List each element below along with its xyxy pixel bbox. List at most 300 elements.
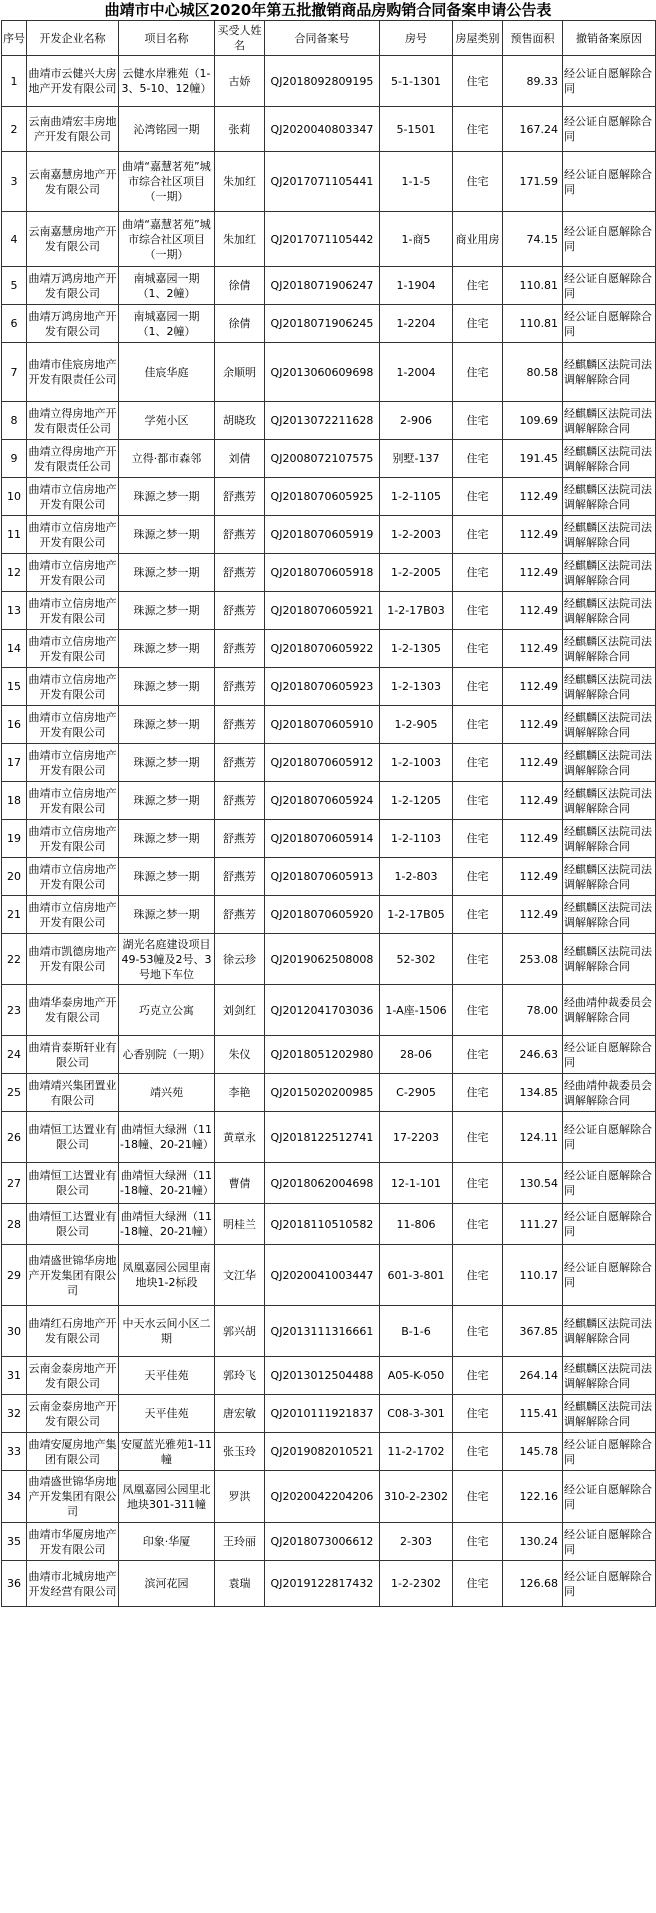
cell-index: 16 [2, 706, 27, 744]
cell-area: 126.68 [503, 1561, 563, 1607]
cell-room-no: 1-2-1303 [380, 668, 453, 706]
cell-area: 167.24 [503, 107, 563, 152]
cell-buyer: 郭玲飞 [215, 1357, 265, 1395]
cell-room-no: 5-1501 [380, 107, 453, 152]
cell-house-type: 住宅 [453, 820, 503, 858]
cell-developer: 曲靖立得房地产开发有限责任公司 [27, 402, 119, 440]
cell-area: 111.27 [503, 1204, 563, 1245]
cell-contract-no: QJ2018062004698 [265, 1163, 380, 1204]
cell-area: 264.14 [503, 1357, 563, 1395]
cell-house-type: 住宅 [453, 1357, 503, 1395]
cell-house-type: 住宅 [453, 1036, 503, 1074]
cell-index: 26 [2, 1112, 27, 1163]
cell-buyer: 袁瑞 [215, 1561, 265, 1607]
cell-index: 11 [2, 516, 27, 554]
cell-room-no: C08-3-301 [380, 1395, 453, 1433]
cell-developer: 曲靖恒工达置业有限公司 [27, 1204, 119, 1245]
table-row [2, 592, 656, 630]
cell-project: 曲靖恒大绿洲（11-18幢、20-21幢） [119, 1112, 215, 1163]
cell-house-type: 住宅 [453, 478, 503, 516]
cell-room-no: 52-302 [380, 934, 453, 985]
cell-index: 6 [2, 305, 27, 343]
cell-developer: 曲靖盛世锦华房地产开发集团有限公司 [27, 1471, 119, 1523]
cell-contract-no: QJ2018073006612 [265, 1523, 380, 1561]
cell-buyer: 舒燕芳 [215, 668, 265, 706]
cell-reason: 经麒麟区法院司法调解解除合同 [563, 630, 656, 668]
cell-index: 15 [2, 668, 27, 706]
cell-area: 112.49 [503, 668, 563, 706]
cell-room-no: 1-2-1205 [380, 782, 453, 820]
cell-buyer: 舒燕芳 [215, 554, 265, 592]
cell-project: 湖光名庭建设项目49-53幢及2号、3号地下车位 [119, 934, 215, 985]
cell-reason: 经麒麟区法院司法调解解除合同 [563, 1357, 656, 1395]
cell-room-no: 5-1-1301 [380, 56, 453, 107]
cell-project: 珠源之梦一期 [119, 858, 215, 896]
cell-project: 南城嘉园一期（1、2幢） [119, 305, 215, 343]
cell-project: 印象·华厦 [119, 1523, 215, 1561]
cell-area: 74.15 [503, 212, 563, 267]
cell-room-no: 1-2204 [380, 305, 453, 343]
cell-room-no: 12-1-101 [380, 1163, 453, 1204]
cell-developer: 曲靖市华厦房地产开发有限公司 [27, 1523, 119, 1561]
cell-contract-no: QJ2018122512741 [265, 1112, 380, 1163]
cell-index: 1 [2, 56, 27, 107]
cell-developer: 曲靖市立信房地产开发有限公司 [27, 782, 119, 820]
cell-room-no: 1-2-2003 [380, 516, 453, 554]
table-row [2, 896, 656, 934]
cell-house-type: 住宅 [453, 1245, 503, 1306]
cell-project: 珠源之梦一期 [119, 516, 215, 554]
cell-index: 19 [2, 820, 27, 858]
table-row [2, 1357, 656, 1395]
cell-area: 145.78 [503, 1433, 563, 1471]
cell-developer: 曲靖安厦房地产集团有限公司 [27, 1433, 119, 1471]
table-row [2, 744, 656, 782]
cell-index: 31 [2, 1357, 27, 1395]
cell-contract-no: QJ2018071906247 [265, 267, 380, 305]
cell-contract-no: QJ2018070605921 [265, 592, 380, 630]
cell-reason: 经公证自愿解除合同 [563, 1036, 656, 1074]
cell-room-no: C-2905 [380, 1074, 453, 1112]
cell-developer: 曲靖市立信房地产开发有限公司 [27, 630, 119, 668]
cell-house-type: 住宅 [453, 305, 503, 343]
table-row [2, 1245, 656, 1306]
cell-house-type: 住宅 [453, 858, 503, 896]
cell-reason: 经麒麟区法院司法调解解除合同 [563, 478, 656, 516]
cell-buyer: 胡晓玫 [215, 402, 265, 440]
cell-project: 巧克立公寓 [119, 985, 215, 1036]
cell-house-type: 住宅 [453, 440, 503, 478]
cell-area: 253.08 [503, 934, 563, 985]
cell-project: 曲靖恒大绿洲（11-18幢、20-21幢） [119, 1204, 215, 1245]
cell-buyer: 朱加红 [215, 212, 265, 267]
cell-index: 3 [2, 152, 27, 212]
cell-developer: 曲靖市立信房地产开发有限公司 [27, 820, 119, 858]
cell-project: 学苑小区 [119, 402, 215, 440]
cell-room-no: 1-2-17B03 [380, 592, 453, 630]
table-row [2, 1306, 656, 1357]
cell-index: 33 [2, 1433, 27, 1471]
cell-room-no: 1-2-2302 [380, 1561, 453, 1607]
cell-room-no: 310-2-2302 [380, 1471, 453, 1523]
cell-project: 珠源之梦一期 [119, 478, 215, 516]
cell-buyer: 李艳 [215, 1074, 265, 1112]
cell-developer: 曲靖市立信房地产开发有限公司 [27, 744, 119, 782]
cell-reason: 经公证自愿解除合同 [563, 267, 656, 305]
cell-area: 115.41 [503, 1395, 563, 1433]
table-row [2, 1433, 656, 1471]
cell-house-type: 住宅 [453, 402, 503, 440]
cell-buyer: 徐云珍 [215, 934, 265, 985]
table-row [2, 1036, 656, 1074]
cell-reason: 经麒麟区法院司法调解解除合同 [563, 402, 656, 440]
cell-reason: 经麒麟区法院司法调解解除合同 [563, 744, 656, 782]
cell-project: 中天水云间小区二期 [119, 1306, 215, 1357]
cell-area: 112.49 [503, 820, 563, 858]
cell-house-type: 住宅 [453, 1112, 503, 1163]
table-row [2, 107, 656, 152]
cell-area: 112.49 [503, 592, 563, 630]
cell-index: 8 [2, 402, 27, 440]
cell-room-no: 11-806 [380, 1204, 453, 1245]
table-row [2, 1471, 656, 1523]
cell-area: 367.85 [503, 1306, 563, 1357]
cell-contract-no: QJ2020041003447 [265, 1245, 380, 1306]
cell-reason: 经公证自愿解除合同 [563, 1163, 656, 1204]
cell-index: 9 [2, 440, 27, 478]
cell-reason: 经麒麟区法院司法调解解除合同 [563, 1306, 656, 1357]
cell-reason: 经麒麟区法院司法调解解除合同 [563, 343, 656, 402]
cell-reason: 经公证自愿解除合同 [563, 1204, 656, 1245]
cell-project: 滨河花园 [119, 1561, 215, 1607]
cell-index: 20 [2, 858, 27, 896]
cell-area: 246.63 [503, 1036, 563, 1074]
cell-house-type: 住宅 [453, 1204, 503, 1245]
table-row [2, 440, 656, 478]
cell-buyer: 张莉 [215, 107, 265, 152]
cell-contract-no: QJ2008072107575 [265, 440, 380, 478]
cell-area: 112.49 [503, 858, 563, 896]
cell-index: 27 [2, 1163, 27, 1204]
cell-contract-no: QJ2018070605918 [265, 554, 380, 592]
cell-contract-no: QJ2019062508008 [265, 934, 380, 985]
cell-project: 安厦蓝光雅苑1-11幢 [119, 1433, 215, 1471]
page-title: 曲靖市中心城区2020年第五批撤销商品房购销合同备案申请公告表 [104, 1, 552, 19]
cell-area: 109.69 [503, 402, 563, 440]
table-row [2, 858, 656, 896]
cell-buyer: 古娇 [215, 56, 265, 107]
cell-developer: 曲靖万鸿房地产开发有限公司 [27, 305, 119, 343]
cell-developer: 曲靖市凯德房地产开发有限公司 [27, 934, 119, 985]
table-row [2, 1204, 656, 1245]
cell-index: 2 [2, 107, 27, 152]
cell-buyer: 黄章永 [215, 1112, 265, 1163]
cell-developer: 曲靖市立信房地产开发有限公司 [27, 668, 119, 706]
cell-index: 4 [2, 212, 27, 267]
cell-contract-no: QJ2013072211628 [265, 402, 380, 440]
cell-buyer: 徐倩 [215, 305, 265, 343]
cell-project: 沁湾铭园一期 [119, 107, 215, 152]
cell-reason: 经麒麟区法院司法调解解除合同 [563, 858, 656, 896]
cell-developer: 曲靖万鸿房地产开发有限公司 [27, 267, 119, 305]
cell-room-no: 2-906 [380, 402, 453, 440]
cell-project: 珠源之梦一期 [119, 820, 215, 858]
cell-developer: 云南嘉慧房地产开发有限公司 [27, 152, 119, 212]
cell-area: 112.49 [503, 554, 563, 592]
table-row [2, 668, 656, 706]
cell-developer: 曲靖市立信房地产开发有限公司 [27, 896, 119, 934]
cell-reason: 经公证自愿解除合同 [563, 1523, 656, 1561]
cell-room-no: 1-2-17B05 [380, 896, 453, 934]
header-room-no: 房号 [380, 21, 453, 56]
cell-house-type: 住宅 [453, 1395, 503, 1433]
cell-house-type: 住宅 [453, 1433, 503, 1471]
cell-contract-no: QJ2017071105441 [265, 152, 380, 212]
cell-area: 78.00 [503, 985, 563, 1036]
cell-developer: 曲靖市立信房地产开发有限公司 [27, 516, 119, 554]
cell-room-no: 17-2203 [380, 1112, 453, 1163]
cell-room-no: 1-1-5 [380, 152, 453, 212]
cell-buyer: 舒燕芳 [215, 896, 265, 934]
cell-house-type: 住宅 [453, 1561, 503, 1607]
cell-contract-no: QJ2018070605914 [265, 820, 380, 858]
table-row [2, 1074, 656, 1112]
cell-index: 24 [2, 1036, 27, 1074]
cell-house-type: 住宅 [453, 782, 503, 820]
cell-contract-no: QJ2019122817432 [265, 1561, 380, 1607]
cell-project: 云健水岸雅苑（1-3、5-10、12幢） [119, 56, 215, 107]
cell-project: 曲靖“嘉慧茗苑”城市综合社区项目（一期） [119, 212, 215, 267]
cell-contract-no: QJ2012041703036 [265, 985, 380, 1036]
cell-developer: 曲靖肯泰斯轩业有限公司 [27, 1036, 119, 1074]
cell-contract-no: QJ2010111921837 [265, 1395, 380, 1433]
cell-contract-no: QJ2018070605922 [265, 630, 380, 668]
cell-index: 10 [2, 478, 27, 516]
cell-house-type: 住宅 [453, 1074, 503, 1112]
header-reason: 撤销备案原因 [563, 21, 656, 56]
cell-room-no: 1-2004 [380, 343, 453, 402]
cell-reason: 经麒麟区法院司法调解解除合同 [563, 516, 656, 554]
cell-reason: 经麒麟区法院司法调解解除合同 [563, 934, 656, 985]
cell-room-no: B-1-6 [380, 1306, 453, 1357]
cell-room-no: 1-2-2005 [380, 554, 453, 592]
table-row [2, 782, 656, 820]
cell-house-type: 住宅 [453, 706, 503, 744]
cell-room-no: 1-2-803 [380, 858, 453, 896]
cell-buyer: 郭兴胡 [215, 1306, 265, 1357]
cell-reason: 经麒麟区法院司法调解解除合同 [563, 668, 656, 706]
notice-table [1, 20, 656, 1607]
cell-house-type: 住宅 [453, 744, 503, 782]
cell-area: 110.17 [503, 1245, 563, 1306]
cell-index: 7 [2, 343, 27, 402]
table-row [2, 516, 656, 554]
table-row [2, 1395, 656, 1433]
cell-index: 23 [2, 985, 27, 1036]
cell-room-no: 1-商5 [380, 212, 453, 267]
cell-room-no: 1-2-905 [380, 706, 453, 744]
cell-room-no: 601-3-801 [380, 1245, 453, 1306]
cell-contract-no: QJ2018070605910 [265, 706, 380, 744]
cell-contract-no: QJ2020040803347 [265, 107, 380, 152]
cell-house-type: 住宅 [453, 152, 503, 212]
cell-contract-no: QJ2018070605923 [265, 668, 380, 706]
cell-room-no: 1-A座-1506 [380, 985, 453, 1036]
cell-reason: 经麒麟区法院司法调解解除合同 [563, 782, 656, 820]
cell-buyer: 刘剑红 [215, 985, 265, 1036]
table-row [2, 985, 656, 1036]
cell-area: 112.49 [503, 782, 563, 820]
cell-project: 珠源之梦一期 [119, 782, 215, 820]
cell-buyer: 曹倩 [215, 1163, 265, 1204]
cell-house-type: 住宅 [453, 630, 503, 668]
cell-area: 110.81 [503, 267, 563, 305]
cell-project: 珠源之梦一期 [119, 896, 215, 934]
cell-contract-no: QJ2020042204206 [265, 1471, 380, 1523]
cell-buyer: 舒燕芳 [215, 858, 265, 896]
header-index: 序号 [2, 21, 27, 56]
cell-project: 凤凰嘉园公园里北地块301-311幢 [119, 1471, 215, 1523]
cell-buyer: 罗洪 [215, 1471, 265, 1523]
cell-reason: 经公证自愿解除合同 [563, 107, 656, 152]
cell-area: 130.54 [503, 1163, 563, 1204]
cell-contract-no: QJ2018070605925 [265, 478, 380, 516]
table-row [2, 402, 656, 440]
cell-buyer: 刘倩 [215, 440, 265, 478]
cell-reason: 经公证自愿解除合同 [563, 56, 656, 107]
cell-buyer: 舒燕芳 [215, 630, 265, 668]
table-row [2, 267, 656, 305]
cell-developer: 曲靖市云健兴大房地产开发有限公司 [27, 56, 119, 107]
cell-contract-no: QJ2019082010521 [265, 1433, 380, 1471]
cell-area: 124.11 [503, 1112, 563, 1163]
header-contract-no: 合同备案号 [265, 21, 380, 56]
cell-buyer: 舒燕芳 [215, 706, 265, 744]
cell-house-type: 住宅 [453, 107, 503, 152]
cell-house-type: 住宅 [453, 668, 503, 706]
cell-reason: 经麒麟区法院司法调解解除合同 [563, 706, 656, 744]
cell-index: 14 [2, 630, 27, 668]
table-row [2, 343, 656, 402]
cell-room-no: 11-2-1702 [380, 1433, 453, 1471]
cell-developer: 曲靖恒工达置业有限公司 [27, 1112, 119, 1163]
cell-area: 112.49 [503, 706, 563, 744]
cell-index: 29 [2, 1245, 27, 1306]
cell-index: 25 [2, 1074, 27, 1112]
table-row [2, 1163, 656, 1204]
cell-buyer: 舒燕芳 [215, 516, 265, 554]
cell-developer: 曲靖市立信房地产开发有限公司 [27, 554, 119, 592]
cell-reason: 经公证自愿解除合同 [563, 1112, 656, 1163]
cell-buyer: 张玉玲 [215, 1433, 265, 1471]
cell-index: 36 [2, 1561, 27, 1607]
cell-room-no: 1-2-1003 [380, 744, 453, 782]
cell-buyer: 文江华 [215, 1245, 265, 1306]
cell-developer: 曲靖市立信房地产开发有限公司 [27, 706, 119, 744]
cell-project: 立得·都市森邻 [119, 440, 215, 478]
cell-reason: 经麒麟区法院司法调解解除合同 [563, 592, 656, 630]
cell-contract-no: QJ2013012504488 [265, 1357, 380, 1395]
cell-buyer: 明桂兰 [215, 1204, 265, 1245]
cell-developer: 云南金泰房地产开发有限公司 [27, 1357, 119, 1395]
cell-contract-no: QJ2018092809195 [265, 56, 380, 107]
cell-area: 171.59 [503, 152, 563, 212]
cell-house-type: 住宅 [453, 1163, 503, 1204]
cell-contract-no: QJ2018070605919 [265, 516, 380, 554]
table-row [2, 1523, 656, 1561]
cell-area: 134.85 [503, 1074, 563, 1112]
cell-developer: 曲靖市立信房地产开发有限公司 [27, 478, 119, 516]
cell-project: 珠源之梦一期 [119, 592, 215, 630]
cell-house-type: 住宅 [453, 592, 503, 630]
cell-index: 12 [2, 554, 27, 592]
cell-project: 天平佳苑 [119, 1395, 215, 1433]
cell-index: 17 [2, 744, 27, 782]
cell-house-type: 商业用房 [453, 212, 503, 267]
cell-house-type: 住宅 [453, 343, 503, 402]
cell-house-type: 住宅 [453, 554, 503, 592]
cell-project: 凤凰嘉园公园里南地块1-2标段 [119, 1245, 215, 1306]
cell-area: 112.49 [503, 516, 563, 554]
header-row [2, 21, 656, 56]
cell-area: 112.49 [503, 896, 563, 934]
table-row [2, 630, 656, 668]
cell-house-type: 住宅 [453, 985, 503, 1036]
cell-project: 天平佳苑 [119, 1357, 215, 1395]
cell-contract-no: QJ2018070605924 [265, 782, 380, 820]
table-row [2, 152, 656, 212]
cell-contract-no: QJ2018070605913 [265, 858, 380, 896]
cell-area: 130.24 [503, 1523, 563, 1561]
cell-developer: 云南嘉慧房地产开发有限公司 [27, 212, 119, 267]
table-row [2, 212, 656, 267]
cell-buyer: 朱仪 [215, 1036, 265, 1074]
cell-project: 珠源之梦一期 [119, 744, 215, 782]
cell-project: 南城嘉园一期（1、2幢） [119, 267, 215, 305]
cell-reason: 经麒麟区法院司法调解解除合同 [563, 896, 656, 934]
cell-reason: 经公证自愿解除合同 [563, 212, 656, 267]
cell-index: 32 [2, 1395, 27, 1433]
cell-reason: 经曲靖仲裁委员会调解解除合同 [563, 1074, 656, 1112]
table-row [2, 478, 656, 516]
cell-reason: 经麒麟区法院司法调解解除合同 [563, 1395, 656, 1433]
cell-index: 5 [2, 267, 27, 305]
cell-contract-no: QJ2018051202980 [265, 1036, 380, 1074]
cell-developer: 曲靖市佳宸房地产开发有限责任公司 [27, 343, 119, 402]
cell-house-type: 住宅 [453, 267, 503, 305]
cell-contract-no: QJ2013060609698 [265, 343, 380, 402]
header-developer: 开发企业名称 [27, 21, 119, 56]
table-body [2, 56, 656, 1607]
cell-reason: 经公证自愿解除合同 [563, 1561, 656, 1607]
cell-project: 珠源之梦一期 [119, 706, 215, 744]
cell-reason: 经曲靖仲裁委员会调解解除合同 [563, 985, 656, 1036]
cell-area: 112.49 [503, 744, 563, 782]
cell-project: 曲靖恒大绿洲（11-18幢、20-21幢） [119, 1163, 215, 1204]
cell-area: 110.81 [503, 305, 563, 343]
cell-area: 112.49 [503, 630, 563, 668]
table-row [2, 820, 656, 858]
cell-index: 13 [2, 592, 27, 630]
cell-index: 18 [2, 782, 27, 820]
table-row [2, 934, 656, 985]
cell-reason: 经公证自愿解除合同 [563, 1471, 656, 1523]
cell-reason: 经麒麟区法院司法调解解除合同 [563, 440, 656, 478]
cell-reason: 经公证自愿解除合同 [563, 305, 656, 343]
cell-reason: 经公证自愿解除合同 [563, 152, 656, 212]
table-row [2, 1112, 656, 1163]
cell-room-no: 别墅-137 [380, 440, 453, 478]
